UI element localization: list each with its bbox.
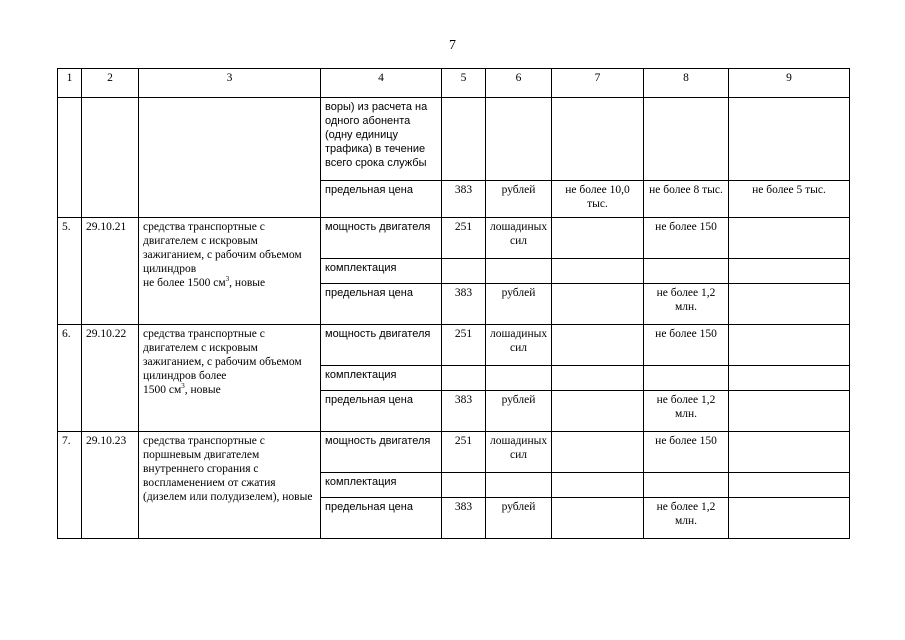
okei-code-cell: 383 [442, 498, 486, 539]
header-cell-8: 8 [644, 69, 729, 98]
characteristic-cell: предельная цена [321, 181, 442, 218]
header-cell-5: 5 [442, 69, 486, 98]
unit-cell: рублей [486, 284, 552, 325]
item-code: 29.10.22 [82, 325, 139, 432]
header-row [58, 69, 850, 98]
header-cell-1: 1 [58, 69, 82, 98]
item-name: средства транспортные с поршневым двигателем внутреннего сгорания с воспламенением от сжатия (дизелем или полудизелем), новые [139, 432, 321, 539]
unit-cell: лошадиных сил [486, 218, 552, 259]
unit-cell: рублей [486, 498, 552, 539]
page-number: 7 [449, 38, 456, 53]
value-cell: не более 5 тыс. [729, 181, 850, 218]
unit-cell: лошадиных сил [486, 325, 552, 366]
value-cell: не более 1,2 млн. [644, 498, 729, 539]
okei-code-cell: 251 [442, 432, 486, 473]
header-cell-4: 4 [321, 69, 442, 98]
characteristic-cell: мощность двигателя [321, 432, 442, 473]
characteristic-cell: комплектация [321, 473, 442, 498]
characteristic-cell: предельная цена [321, 391, 442, 432]
unit-cell: лошадиных сил [486, 432, 552, 473]
header-cell-3: 3 [139, 69, 321, 98]
okei-code-cell: 251 [442, 325, 486, 366]
okei-code-cell: 383 [442, 181, 486, 218]
okei-code-cell: 251 [442, 218, 486, 259]
item-number: 7. [58, 432, 82, 539]
item-name: средства транспортные с двигателем с искровым зажиганием, с рабочим объемом цилиндров не более 1500 $см^3$, новые [139, 218, 321, 325]
value-cell: не более 8 тыс. [644, 181, 729, 218]
value-cell: не более 150 [644, 325, 729, 366]
unit-cell: рублей [486, 181, 552, 218]
header-cell-9: 9 [729, 69, 850, 98]
table-row [58, 325, 850, 366]
header-cell-7: 7 [552, 69, 644, 98]
value-cell: не более 150 [644, 218, 729, 259]
table-row [58, 218, 850, 259]
characteristic-cell: мощность двигателя [321, 218, 442, 259]
item-name: средства транспортные с двигателем с искровым зажиганием, с рабочим объемом цилиндров более 1500 $см^3$, новые [139, 325, 321, 432]
value-cell: не более 1,2 млн. [644, 391, 729, 432]
item-code: 29.10.23 [82, 432, 139, 539]
characteristic-cell: воры) из расчета на одного абонента (одну единицу трафика) в течение всего срока службы [321, 98, 442, 181]
value-cell: не более 1,2 млн. [644, 284, 729, 325]
okei-code-cell: 383 [442, 284, 486, 325]
item-number: 6. [58, 325, 82, 432]
characteristic-cell: предельная цена [321, 284, 442, 325]
item-number: 5. [58, 218, 82, 325]
okei-code-cell: 383 [442, 391, 486, 432]
table-row [58, 98, 850, 181]
value-cell: не более 10,0 тыс. [552, 181, 644, 218]
characteristic-cell: комплектация [321, 259, 442, 284]
characteristic-cell: мощность двигателя [321, 325, 442, 366]
unit-cell: рублей [486, 391, 552, 432]
value-cell: не более 150 [644, 432, 729, 473]
characteristic-cell: комплектация [321, 366, 442, 391]
header-cell-2: 2 [82, 69, 139, 98]
characteristic-cell: предельная цена [321, 498, 442, 539]
table-row [58, 432, 850, 473]
header-cell-6: 6 [486, 69, 552, 98]
requirements-table [57, 68, 850, 539]
item-code: 29.10.21 [82, 218, 139, 325]
